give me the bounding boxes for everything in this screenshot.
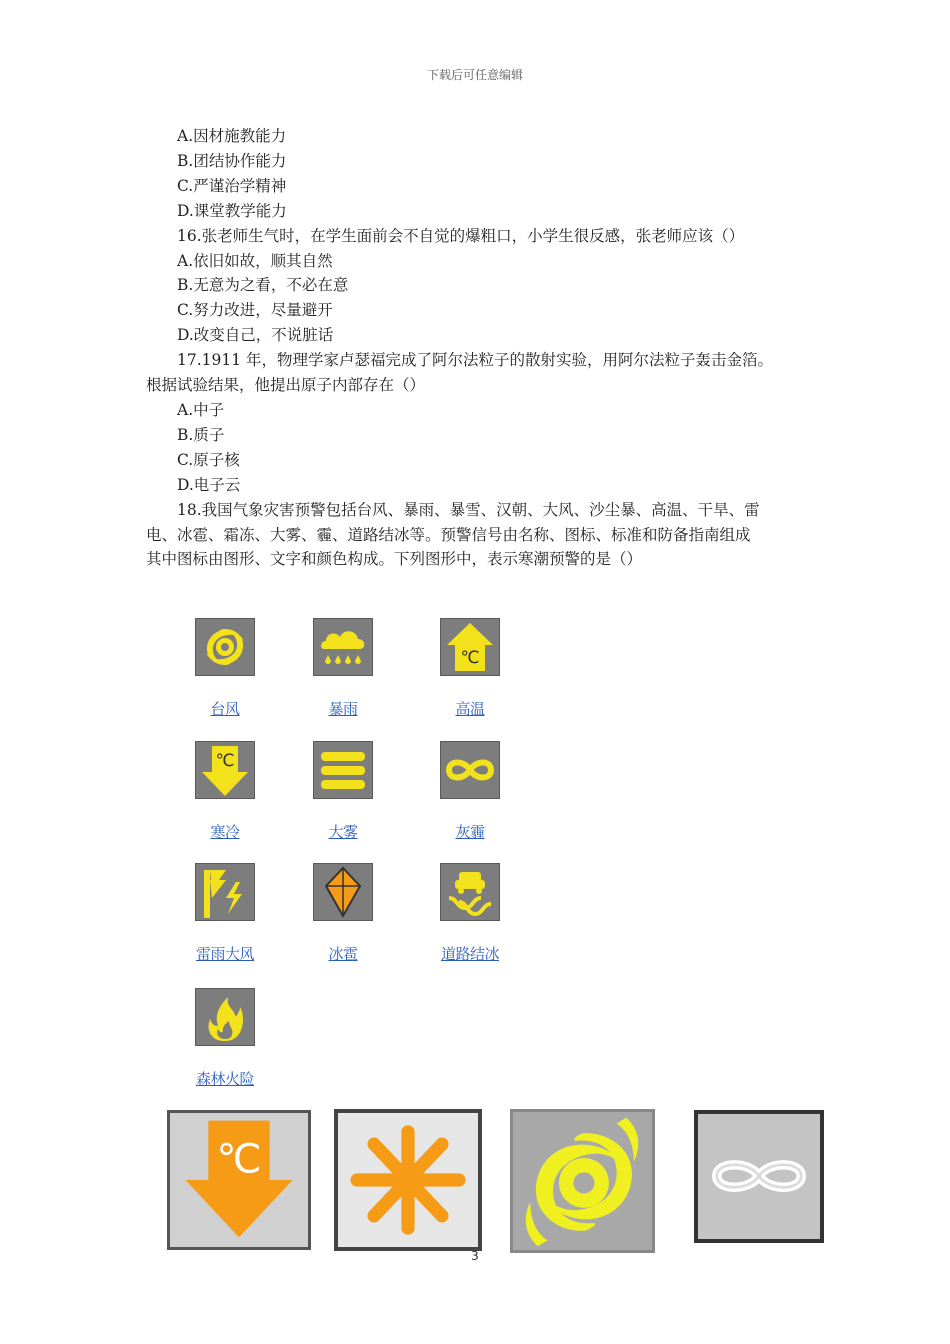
text-line: C.严谨治学精神 xyxy=(177,176,287,195)
white-infinity-icon xyxy=(694,1110,824,1243)
flame-icon xyxy=(195,988,255,1046)
icon-label-link[interactable]: 冰雹 xyxy=(328,945,358,963)
text-line: A.依旧如故，顺其自然 xyxy=(177,251,333,270)
icon-label-link[interactable]: 高温 xyxy=(455,700,485,718)
three-bars-icon xyxy=(314,742,372,798)
lightning-icon xyxy=(196,864,254,920)
icon-label-link[interactable]: 雷雨大风 xyxy=(195,945,254,963)
text-line: B.无意为之看，不必在意 xyxy=(177,276,349,295)
typhoon-icon xyxy=(195,618,255,676)
rain-cloud-icon xyxy=(314,619,372,675)
icon-label-link[interactable]: 道路结冰 xyxy=(440,945,499,963)
yellow-typhoon-icon xyxy=(513,1112,652,1250)
icon-label-link[interactable]: 大雾 xyxy=(328,823,358,841)
infinity-icon xyxy=(441,742,499,798)
text-line: 根据试验结果，他提出原子内部存在（） xyxy=(146,376,426,395)
icon-label-link[interactable]: 台风 xyxy=(210,700,240,718)
text-line: A.因材施教能力 xyxy=(177,127,287,145)
icon-label-link[interactable]: 森林火险 xyxy=(195,1070,254,1088)
text-line: 17.1911 年，物理学家卢瑟福完成了阿尔法粒子的散射实验，用阿尔法粒子轰击金箔。 xyxy=(177,351,774,370)
text-line: B.质子 xyxy=(177,425,225,444)
text-line: D.改变自己，不说脏话 xyxy=(177,326,334,345)
text-line: C.努力改进，尽量避开 xyxy=(177,301,333,320)
text-line: D.电子云 xyxy=(177,475,241,494)
typhoon-icon xyxy=(196,619,254,675)
question-text xyxy=(146,124,810,572)
lightning-icon xyxy=(195,863,255,921)
orange-snowflake-icon xyxy=(338,1113,478,1247)
icon-label-link[interactable]: 灰霾 xyxy=(455,823,485,841)
page-number: 3 xyxy=(471,1249,479,1263)
infinity-icon xyxy=(440,741,500,799)
text-line: D.课堂教学能力 xyxy=(177,201,287,220)
text-line: B.团结协作能力 xyxy=(177,151,287,170)
hailstone-icon xyxy=(313,863,373,921)
text-line: 其中图标由图形、文字和颜色构成。下列图形中，表示寒潮预警的是（） xyxy=(146,550,643,569)
svg-text:℃: ℃ xyxy=(460,648,480,668)
text-line: 18.我国气象灾害预警包括台风、暴雨、暴雪、汉朝、大风、沙尘暴、高温、干旱、雷 xyxy=(177,500,760,519)
icon-label-link[interactable]: 暴雨 xyxy=(328,700,358,718)
celsius-text: ℃ xyxy=(216,1136,262,1183)
rain-cloud-icon xyxy=(313,618,373,676)
flame-icon xyxy=(196,989,254,1045)
three-bars-icon xyxy=(313,741,373,799)
house-thermometer-icon xyxy=(441,619,499,675)
down-arrow-celsius-icon xyxy=(196,742,254,798)
text-line: 电、冰雹、霜冻、大雾、霾、道路结冰等。预警信号由名称、图标、标准和防备指南组成 xyxy=(146,525,751,544)
orange-down-arrow-celsius-icon xyxy=(167,1110,311,1250)
text-line: A.中子 xyxy=(177,400,225,419)
orange-snowflake-icon xyxy=(334,1109,482,1251)
svg-text:℃: ℃ xyxy=(215,751,235,771)
orange-down-arrow-celsius-icon xyxy=(170,1113,308,1247)
text-line: C.原子核 xyxy=(177,450,240,469)
house-thermometer-icon xyxy=(440,618,500,676)
skidding-car-icon xyxy=(440,863,500,921)
white-infinity-icon xyxy=(698,1114,820,1239)
skidding-car-icon xyxy=(441,864,499,920)
page-header: 下载后可任意编辑 xyxy=(426,68,523,82)
icon-label-link[interactable]: 寒冷 xyxy=(210,823,240,841)
hailstone-icon xyxy=(314,864,372,920)
yellow-typhoon-icon xyxy=(510,1109,655,1253)
down-arrow-celsius-icon xyxy=(195,741,255,799)
text-line: 16.张老师生气时，在学生面前会不自觉的爆粗口，小学生很反感，张老师应该（） xyxy=(177,226,745,245)
